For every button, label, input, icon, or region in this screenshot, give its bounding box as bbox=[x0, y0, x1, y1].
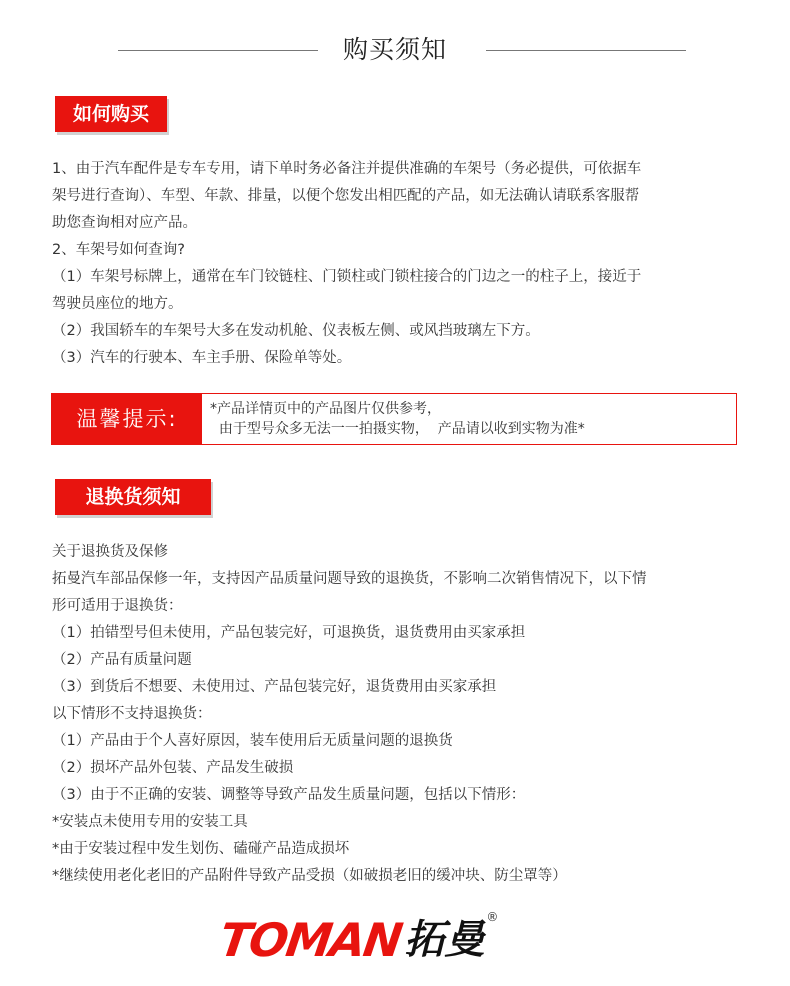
returns-line: （3）由于不正确的安装、调整等导致产品发生质量问题，包括以下情形： bbox=[52, 787, 526, 803]
returns-line: 以下情形不支持退换货： bbox=[52, 706, 212, 722]
tip-box bbox=[51, 393, 737, 445]
title-divider-right bbox=[486, 50, 686, 51]
tip-label: 温馨提示: bbox=[52, 394, 202, 444]
returns-line: （1）拍错型号但未使用，产品包装完好，可退换货，退货费用由买家承担 bbox=[52, 625, 526, 641]
returns-line: 形可适用于退换货： bbox=[52, 598, 183, 614]
returns-line: *安装点未使用专用的安装工具 bbox=[52, 814, 248, 830]
how-to-buy-line: 1、由于汽车配件是专车专用，请下单时务必备注并提供准确的车架号（务必提供，可依据车 bbox=[52, 161, 642, 177]
logo-chinese-text: 拓曼 bbox=[404, 917, 485, 963]
how-to-buy-line: 架号进行查询）、车型、年款、排量，以便个您发出相匹配的产品，如无法确认请联系客服帮 bbox=[52, 188, 640, 204]
how-to-buy-line: （2）我国轿车的车架号大多在发动机舱、仪表板左侧、或风挡玻璃左下方。 bbox=[52, 323, 540, 339]
returns-line: （3）到货后不想要、未使用过、产品包装完好，退货费用由买家承担 bbox=[52, 679, 497, 695]
toman-logo bbox=[216, 908, 499, 968]
returns-line: 拓曼汽车部品保修一年，支持因产品质量问题导致的退换货，不影响二次销售情况下，以下情 bbox=[52, 571, 647, 587]
how-to-buy-line: 驾驶员座位的地方。 bbox=[52, 296, 183, 312]
returns-line: （2）产品有质量问题 bbox=[52, 652, 192, 668]
how-to-buy-line: （1）车架号标牌上，通常在车门铰链柱、门锁柱或门锁柱接合的门边之一的柱子上，接近于 bbox=[52, 269, 642, 285]
logo-latin-text: TOMAN bbox=[216, 913, 405, 967]
returns-line: （1）产品由于个人喜好原因，装车使用后无质量问题的退换货 bbox=[52, 733, 453, 749]
page-title: 购买须知 bbox=[342, 35, 447, 64]
returns-line: 关于退换货及保修 bbox=[52, 544, 168, 560]
how-to-buy-line: 助您查询相对应产品。 bbox=[52, 215, 197, 231]
how-to-buy-line: （3）汽车的行驶本、车主手册、保险单等处。 bbox=[52, 350, 352, 366]
how-to-buy-line: 2、车架号如何查询? bbox=[52, 242, 185, 258]
returns-line: （2）损坏产品外包装、产品发生破损 bbox=[52, 760, 294, 776]
returns-line: *由于安装过程中发生划伤、磕碰产品造成损坏 bbox=[52, 841, 350, 857]
how-to-buy-badge: 如何购买 bbox=[55, 96, 167, 132]
tip-line-2: 由于型号众多无法一一拍摄实物， 产品请以收到实物为准* bbox=[210, 421, 585, 437]
returns-line: *继续使用老化老旧的产品附件导致产品受损（如破损老旧的缓冲块、防尘罩等） bbox=[52, 868, 567, 884]
how-to-buy-text bbox=[52, 156, 742, 372]
tip-text bbox=[210, 399, 585, 439]
registered-mark: ® bbox=[486, 910, 499, 924]
returns-text bbox=[52, 539, 742, 890]
tip-line-1: *产品详情页中的产品图片仅供参考， bbox=[210, 401, 441, 417]
returns-badge: 退换货须知 bbox=[55, 479, 211, 515]
